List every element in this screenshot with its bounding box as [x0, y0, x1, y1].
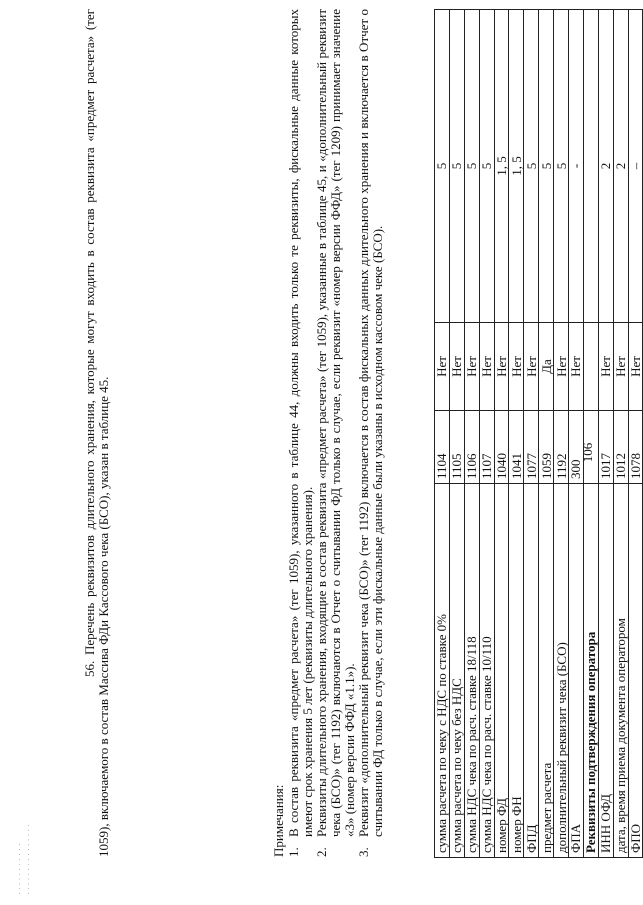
note-number: 3. [356, 847, 371, 857]
page-number: 106 [580, 442, 595, 463]
table-row [598, 10, 613, 858]
tag-cell: 1040 [494, 411, 509, 484]
tag-cell: 1106 [464, 411, 479, 484]
versions-cell: 2 [598, 10, 613, 323]
tag-cell: 1078 [628, 411, 643, 484]
requisite-name-cell: ФПД [524, 484, 539, 858]
ofd-transfer-cell: Нет [479, 323, 494, 411]
tag-cell: 1192 [554, 411, 569, 484]
ofd-transfer-cell: Нет [494, 323, 509, 411]
requisite-name-cell: сумма расчета по чеку с НДС по ставке 0% [435, 484, 450, 858]
ofd-transfer-cell: Да [539, 323, 554, 411]
table-row [435, 10, 450, 858]
note-item [357, 9, 385, 857]
versions-cell: 5 [464, 10, 479, 323]
ofd-transfer-cell: Нет [435, 323, 450, 411]
table-row [479, 10, 494, 858]
table-row [569, 10, 584, 858]
note-text: Реквизиты длительного хранения, входящие в состав реквизита «предмет расчета» (тег 1059), указанные в таблице 45, и «дополнительный реквизит чека (БСО)» (тег 1192) включаются в Отчет о считывании ФД только в случае, если реквизит «номер версии ФФД» (тег 1209) принимает значение «3» (номер версии ФФД «1.1»). [314, 9, 357, 837]
note-item [315, 9, 357, 857]
versions-cell: 2 [613, 10, 628, 323]
requisite-name-cell: ИНН ОФД [598, 484, 613, 858]
paragraph-56: 56. Перечень реквизитов длительного хранения, которые могут входить в состав реквизита «предмет расчета» (тег 1059), включаемого в состав Массива ФДи Кассового чека (БСО), указан в таблице 45. [82, 9, 111, 857]
versions-cell: 1, 5 [509, 10, 524, 323]
table-row [464, 10, 479, 858]
ofd-transfer-cell: Нет [569, 323, 584, 411]
ofd-transfer-cell: Нет [598, 323, 613, 411]
requisite-name-cell: Реквизиты подтверждения оператора [583, 484, 598, 858]
versions-cell: 5 [449, 10, 464, 323]
requisite-name-cell: сумма расчета по чеку без НДС [449, 484, 464, 858]
ofd-transfer-cell: Нет [524, 323, 539, 411]
versions-cell: 1, 5 [494, 10, 509, 323]
tag-cell: 1017 [598, 411, 613, 484]
ofd-transfer-cell: Нет [554, 323, 569, 411]
margin-stamp-logo: · · · · · · · · · · · · · · · · · · · · · · · · · · [15, 823, 33, 895]
notes-title: Примечания: [271, 784, 286, 857]
note-number: 1. [286, 847, 301, 857]
ofd-transfer-cell [583, 323, 598, 411]
tag-cell [583, 411, 598, 484]
table-row [509, 10, 524, 858]
requisite-name-cell: дополнительный реквизит чека (БСО) [554, 484, 569, 858]
note-text: В состав реквизита «предмет расчета» (тег 1059), указанного в таблице 44, должны входить только те реквизиты, фискальные данные которых имеют срок хранения 5 лет (реквизиты длительного хранения). [286, 9, 315, 837]
requisite-name-cell: ФПО [628, 484, 643, 858]
ofd-transfer-cell: Нет [628, 323, 643, 411]
tag-cell: 1012 [613, 411, 628, 484]
tag-cell: 1059 [539, 411, 554, 484]
versions-cell: – [628, 10, 643, 323]
tag-cell: 1105 [449, 411, 464, 484]
tag-cell: 300 [569, 411, 584, 484]
versions-cell: 5 [524, 10, 539, 323]
tag-cell: 1077 [524, 411, 539, 484]
notes-block [272, 9, 385, 857]
table-section-row [583, 10, 598, 858]
tag-cell: 1041 [509, 411, 524, 484]
table-row [539, 10, 554, 858]
table-row [494, 10, 509, 858]
requisite-name-cell: сумма НДС чека по расч. ставке 10/110 [479, 484, 494, 858]
versions-cell: 5 [539, 10, 554, 323]
versions-cell: 5 [435, 10, 450, 323]
table-row [613, 10, 628, 858]
ofd-transfer-cell: Нет [613, 323, 628, 411]
table-row [628, 10, 643, 858]
tag-cell: 1104 [435, 411, 450, 484]
requisite-name-cell: сумма НДС чека по расч. ставке 18/118 [464, 484, 479, 858]
requisites-table-body [435, 10, 643, 858]
ofd-transfer-cell: Нет [509, 323, 524, 411]
requisite-name-cell: ФПА [569, 484, 584, 858]
requisite-name-cell: номер ФД [494, 484, 509, 858]
note-text: Реквизит «дополнительный реквизит чека (БСО)» (тег 1192) включается в состав фискальных данных длительного хранения и включается в Отчет о считывании ФД только в случае, если эти фискальные данные были указаны в исходном кассовом чеке (БСО). [356, 9, 385, 837]
requisite-name-cell: предмет расчета [539, 484, 554, 858]
table-row [524, 10, 539, 858]
requisites-table [434, 9, 643, 858]
tag-cell: 1107 [479, 411, 494, 484]
ofd-transfer-cell: Нет [464, 323, 479, 411]
versions-cell: - [569, 10, 584, 323]
versions-cell: 5 [554, 10, 569, 323]
note-item [287, 9, 315, 857]
versions-cell [583, 10, 598, 323]
ofd-transfer-cell: Нет [449, 323, 464, 411]
versions-cell: 5 [479, 10, 494, 323]
requisite-name-cell: дата, время приема документа оператором [613, 484, 628, 858]
note-number: 2. [314, 847, 329, 857]
table-row [554, 10, 569, 858]
requisite-name-cell: номер ФН [509, 484, 524, 858]
table-row [449, 10, 464, 858]
